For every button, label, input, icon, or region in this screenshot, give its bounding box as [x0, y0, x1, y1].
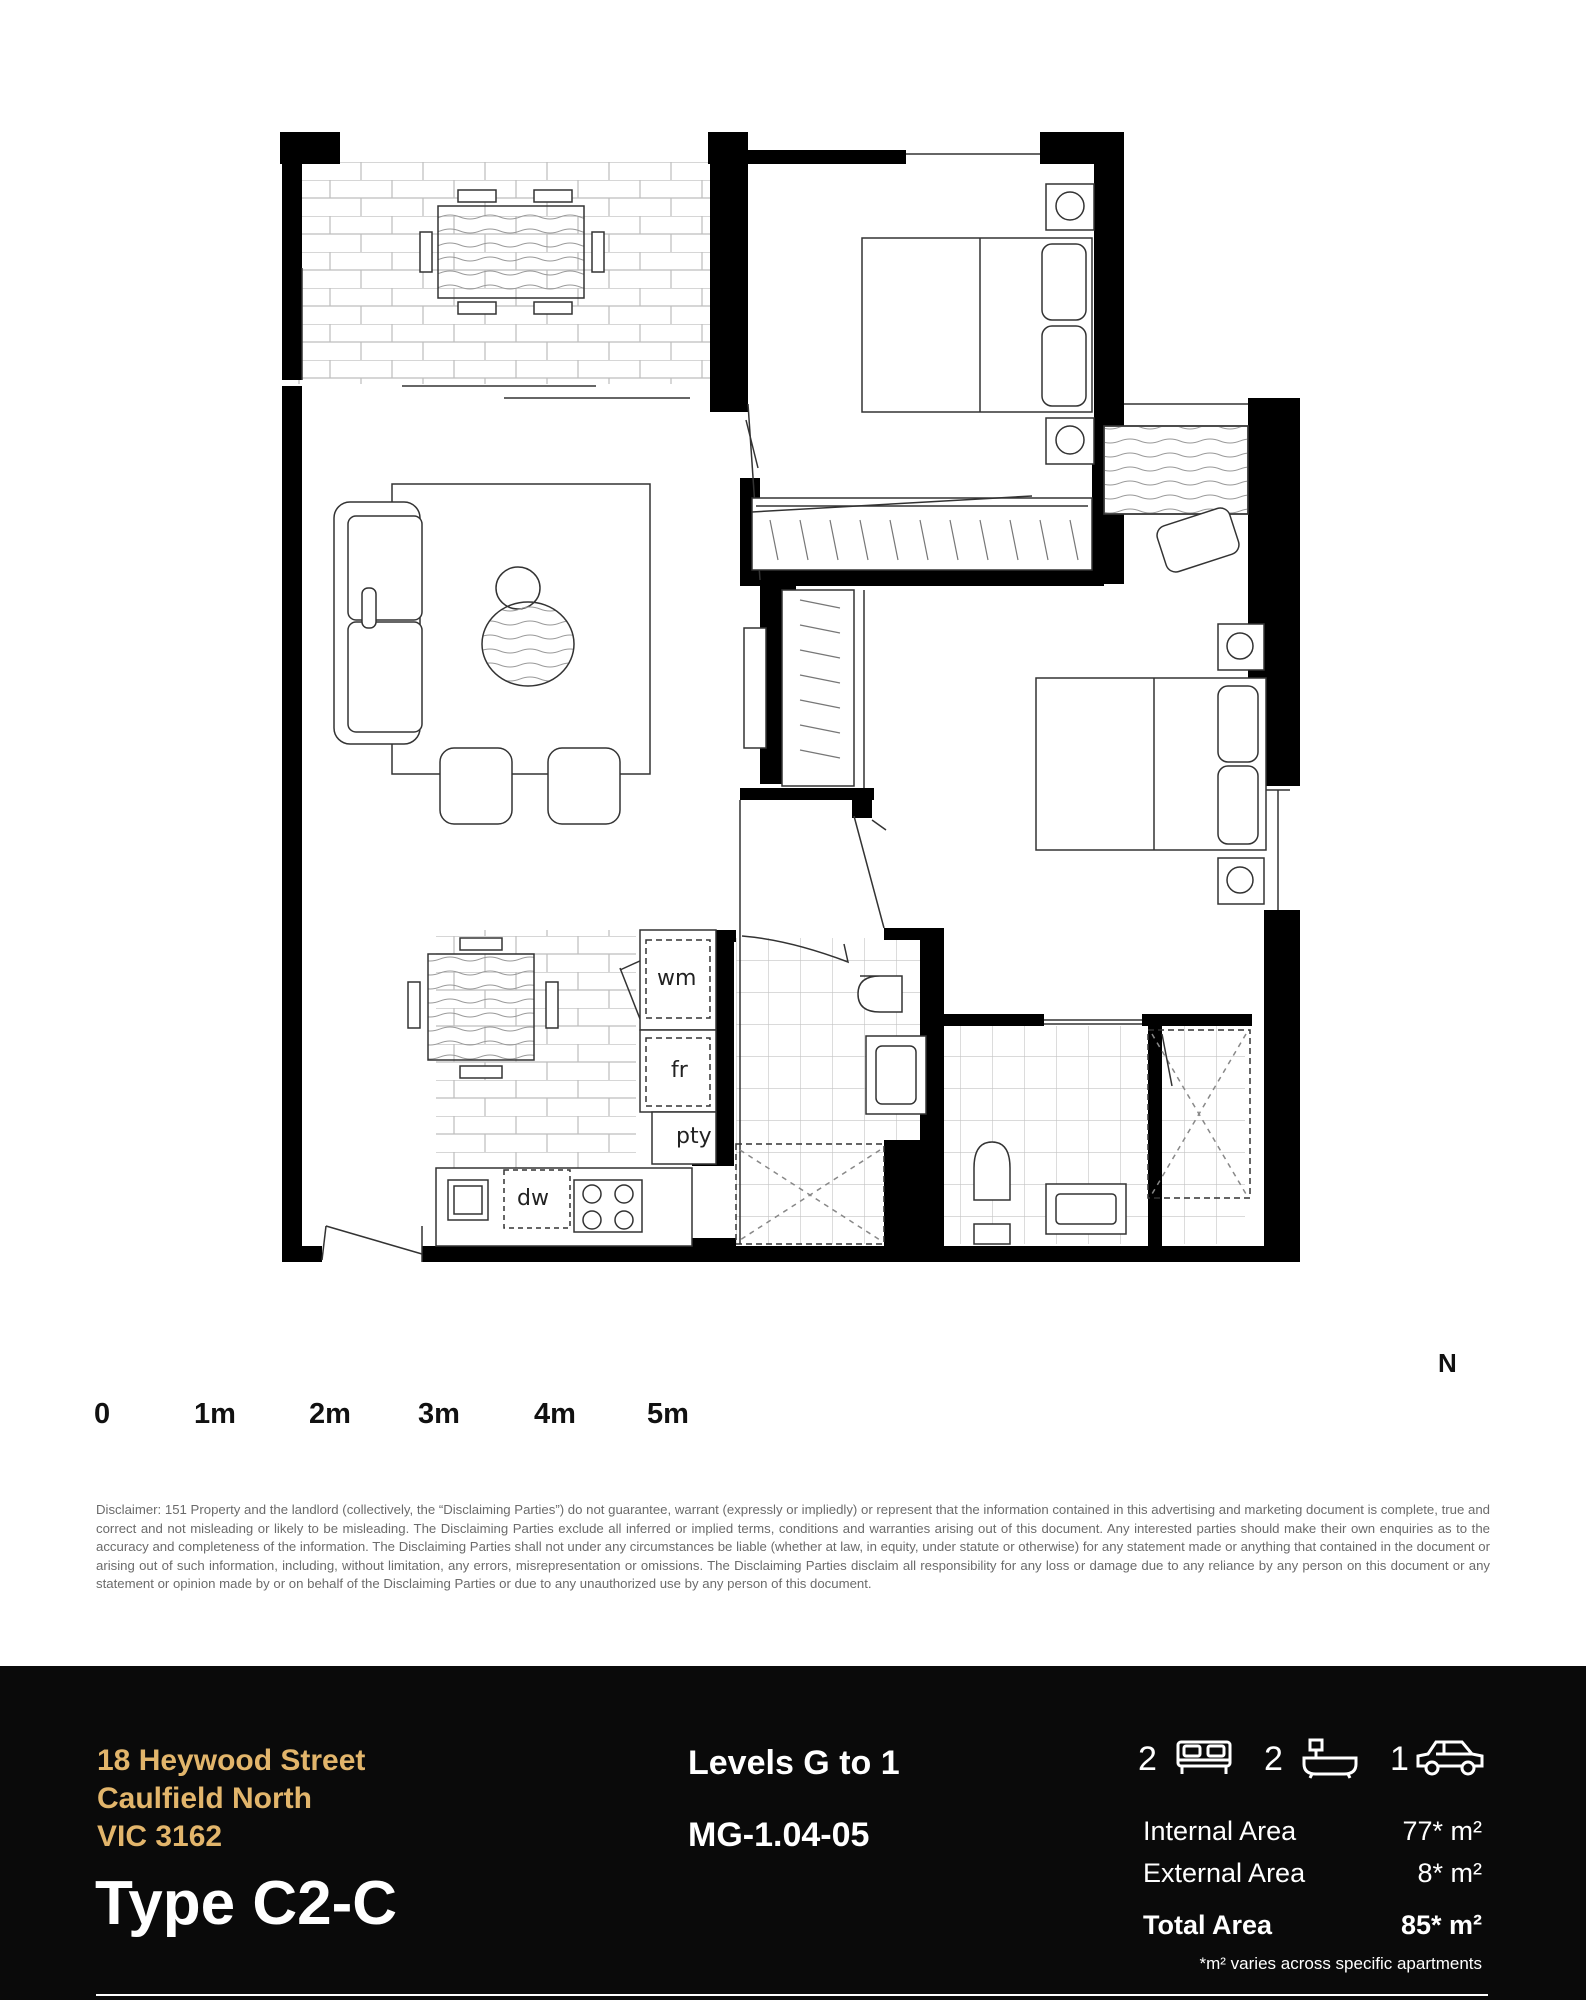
internal-area-value: 77* m² — [1402, 1816, 1482, 1846]
label-fridge: fr — [671, 1058, 688, 1083]
internal-area-label: Internal Area — [1143, 1816, 1297, 1846]
scale-tick-3: 3m — [418, 1398, 460, 1430]
apartment-type-title: Type C2-C — [95, 1869, 398, 1938]
address-line-3: VIC 3162 — [97, 1820, 223, 1853]
address-line-2: Caulfield North — [97, 1782, 312, 1815]
living-furniture — [334, 484, 766, 824]
area-footnote: *m² varies across specific apartments — [1199, 1954, 1482, 1973]
scale-tick-1: 1m — [194, 1398, 236, 1430]
compass-north-label: N — [1438, 1348, 1457, 1378]
scale-tick-2: 2m — [309, 1398, 351, 1430]
scale-tick-5: 5m — [647, 1398, 689, 1430]
external-area-label: External Area — [1143, 1858, 1306, 1888]
bath-icon — [1300, 1736, 1360, 1780]
levels-text: Levels G to 1 — [688, 1744, 900, 1782]
apartment-code: MG-1.04-05 — [688, 1816, 870, 1854]
bed-icon — [1174, 1736, 1234, 1780]
label-dishwasher: dw — [517, 1186, 549, 1211]
label-washing-machine: wm — [657, 966, 697, 991]
external-area-value: 8* m² — [1417, 1858, 1482, 1888]
total-area-value: 85* m² — [1400, 1910, 1482, 1940]
footer-divider — [96, 1994, 1488, 1996]
car-count: 1 — [1390, 1740, 1409, 1778]
bathroom-count: 2 — [1264, 1740, 1283, 1778]
bedroom-count: 2 — [1138, 1740, 1157, 1778]
address-line-1: 18 Heywood Street — [97, 1744, 366, 1777]
total-area-label: Total Area — [1143, 1910, 1273, 1940]
disclaimer-text: Disclaimer: 151 Property and the landlord (collectively, the “Disclaiming Parties”) do not guarantee, warrant (expressly or impliedly) or represent that the information contained in this advertising and marketing document is complete, true and correct and not misleading or likely to be misleading. The Disclaiming Parties exclude all inferred or implied terms, conditions and warranties arising out of this document. Any interested parties should make their own enquiries as to the accuracy and completeness of the information. The Disclaiming Parties shall not under any circumstances be liable (whether at law, in equity, under statute or otherwise) for any statement made or anything that contained in the document or arising out of such information, including, without limitation, any errors, misrepresentation or omissions. The Disclaiming Parties disclaim all responsibility for any loss or damage due to any reliance by any person on this document or any statement or opinion made by or on behalf of the Disclaiming Parties or due to any unauthorized use by any person of this document. — [96, 1502, 1490, 1592]
label-pantry: pty — [676, 1124, 712, 1149]
car-icon — [1414, 1736, 1486, 1780]
balcony-dining-set — [420, 190, 604, 314]
bedroom-1-furniture — [752, 184, 1094, 570]
scale-tick-4: 4m — [534, 1398, 576, 1430]
scale-tick-0: 0 — [94, 1398, 111, 1430]
